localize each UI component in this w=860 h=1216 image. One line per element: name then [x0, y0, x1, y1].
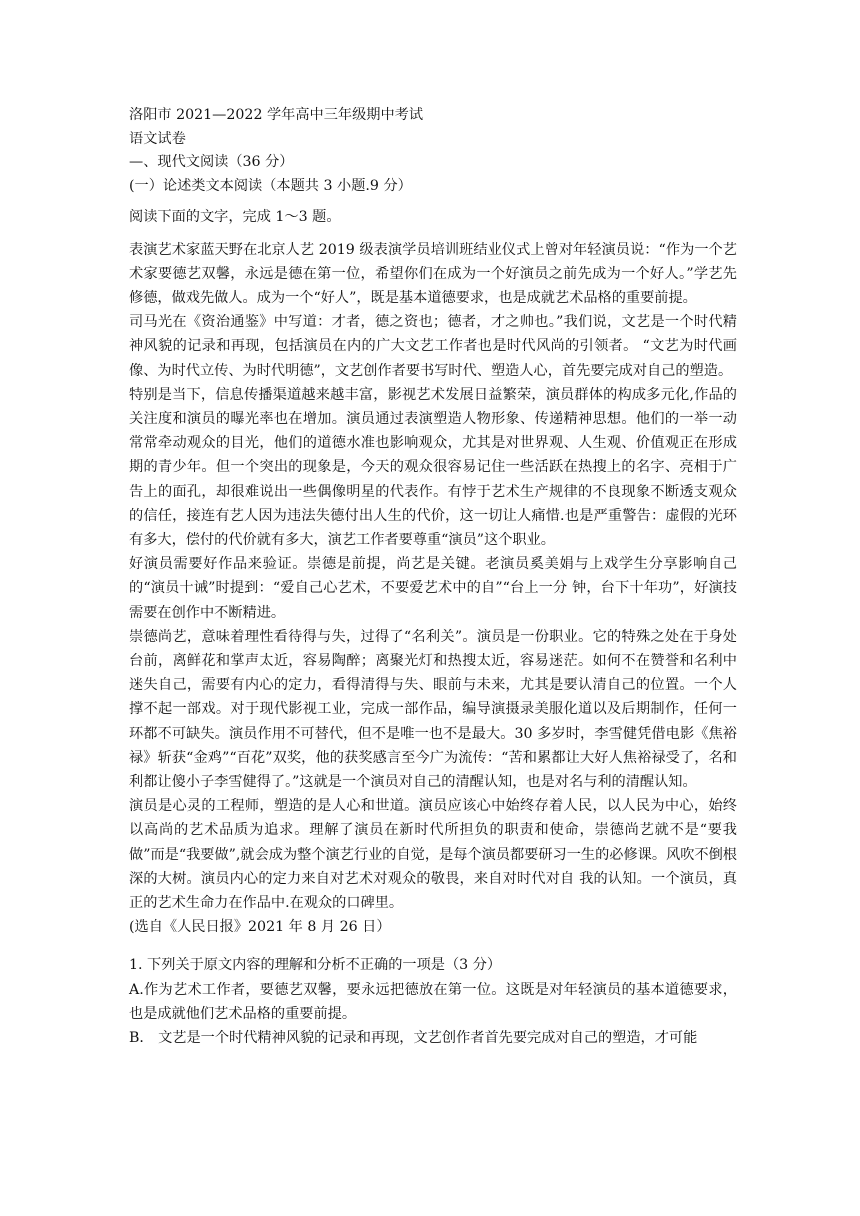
reading-instruction: 阅读下面的文字，完成 1〜3 题。 [129, 209, 341, 225]
passage-paragraph: 表演艺术家蓝天野在北京人艺 2019 级表演学员培训班结业仪式上曾对年轻演员说：“作为一个艺术家要德艺双馨，永远是德在第一位，希望你们在成为一个好演员之前先成为一个好人。”学艺先修德，做戏先做人。成为一个“好人”，既是基本道德要求，也是成就艺术品格的重要前提。 [129, 241, 737, 306]
passage-paragraph: 好演员需要好作品来验证。崇德是前提，尚艺是关键。老演员奚美娟与上戏学生分享影响自己的“演员十诫”时提到：“爱自己心艺术，不要爱艺术中的自”“台上一分 钟，台下十年功”，好演技需要在创作中不断精进。 [129, 556, 737, 621]
section-heading: —、现代文阅读（36 分） [129, 154, 294, 170]
subsection-heading: (一）论述类文本阅读（本题共 3 小题.9 分） [129, 177, 412, 194]
exam-page [129, 104, 737, 1050]
question-stem: 1. 下列关于原文内容的理解和分析不正确的一项是（3 分） [129, 957, 502, 974]
passage-source: (选自《人民日报》2021 年 8 月 26 日） [129, 919, 391, 936]
passage-paragraph: 特别是当下，信息传播渠道越来越丰富，影视艺术发展日益繁荣，演员群体的构成多元化,作品的关注度和演员的曝光率也在增加。演员通过表演塑造人物形象、传递精神思想。他们的一举一动常常牵动观众的目光，他们的道德水准也影响观众，尤其是对世界观、人生观、价值观正在形成期的青少年。但一个突出的现象是，今天的观众很容易记住一些活跃在热搜上的名字、亮相于广告上的面孔，却很难说出一些偶像明星的代表作。有悖于艺术生产规律的不良现象不断透支观众的信任，接连有艺人因为违法失德付出人生的代价，这一切让人痛惜.也是严重警告：虚假的光环有多大，偿付的代价就有多大，演艺工作者要尊重“演员”这个职业。 [129, 386, 737, 548]
exam-title: 洛阳市 2021—2022 学年高中三年级期中考试 [129, 107, 424, 123]
option-a: A.作为艺术工作者，要德艺双馨，要永远把德放在第一位。这既是对年轻演员的基本道德要求，也是成就他们艺术品格的重要前提。 [129, 981, 737, 1022]
passage-paragraph: 演员是心灵的工程师，塑造的是人心和世道。演员应该心中始终存着人民，以人民为中心，始终以高尚的艺术品质为追求。理解了演员在新时代所担负的职责和使命，崇德尚艺就不是“要我做”而是“我要做”,就会成为整个演艺行业的自觉，是每个演员都要研习一生的必修课。风吹不倒根深的大树。演员内心的定力来自对艺术对观众的敬畏，来自对时代对自 我的认知。一个演员，真正的艺术生命力在作品中.在观众的口碑里。 [129, 798, 737, 911]
question-1 [129, 953, 737, 1050]
passage-paragraph: 司马光在《资治通鉴》中写道：才者，德之资也；德者，才之帅也。”我们说，文艺是一个时代精神风貌的记录和再现，包括演员在内的广大文艺工作者也是时代风尚的引领者。 “文艺为时代画像、为时代立传、为时代明德”，文艺创作者要书写时代、塑造人心，首先要完成对自己的塑造。 [129, 314, 737, 379]
passage [129, 238, 737, 940]
option-b: B． 文艺是一个时代精神风貌的记录和再现，文艺创作者首先要完成对自己的塑造，才可能 [129, 1030, 698, 1046]
passage-paragraph: 崇德尚艺，意味着理性看待得与失，过得了“名利关”。演员是一份职业。它的特殊之处在于身处台前，离鲜花和掌声太近，容易陶醉；离聚光灯和热搜太近，容易迷茫。如何不在赞誉和名利中迷失自己，需要有内心的定力，看得清得与失、眼前与未来，尤其是要认清自己的位置。一个人撑不起一部戏。对于现代影视工业，完成一部作品，编导演摄录美服化道以及后期制作，任何一环都不可缺失。演员作用不可替代，但不是唯一也不是最大。30 多岁时，李雪健凭借电影《焦裕禄》斩获“金鸡”“百花”双奖，他的获奖感言至今广为流传：“苦和累都让大好人焦裕禄受了，名和利都让傻小子李雪健得了。”这就是一个演员对自己的清醒认知，也是对名与利的清醒认知。 [129, 628, 737, 790]
exam-subject: 语文试卷 [129, 130, 186, 147]
